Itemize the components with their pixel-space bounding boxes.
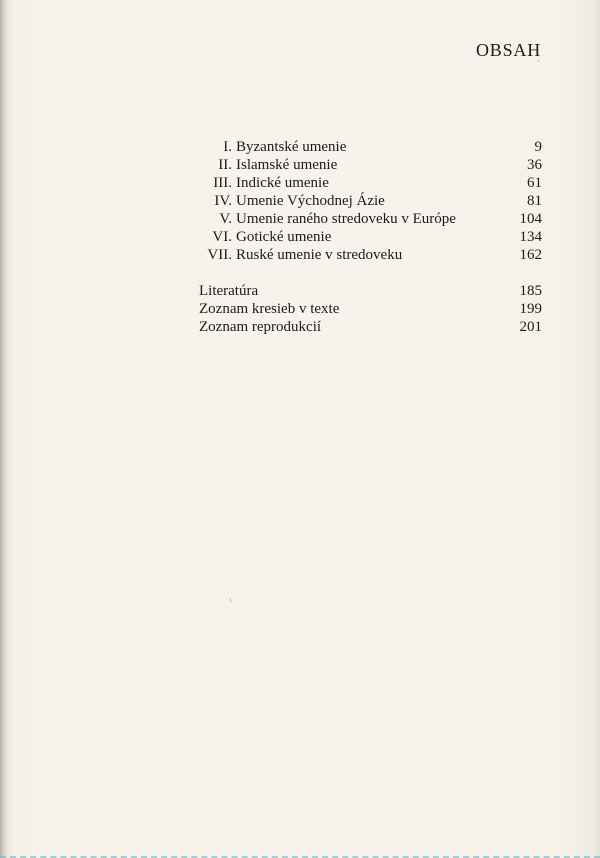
chapter-title: Indické umenie <box>236 175 329 191</box>
toc-entry <box>196 246 542 264</box>
page-number: 162 <box>519 247 542 263</box>
back-matter-title: Literatúra <box>199 283 259 299</box>
toc-entry <box>196 156 542 174</box>
chapter-title: Umenie raného stredoveku v Európe <box>236 211 456 227</box>
chapter-numeral: II. <box>218 157 232 173</box>
page-number: 185 <box>519 283 542 299</box>
page-number: 61 <box>527 175 542 191</box>
chapter-numeral: VII. <box>207 247 232 263</box>
toc-entry <box>196 174 542 192</box>
page-number: 104 <box>519 211 542 227</box>
paper-speck <box>538 60 539 62</box>
back-matter-title: Zoznam reprodukcií <box>199 319 322 335</box>
back-matter-title: Zoznam kresieb v texte <box>199 301 340 317</box>
chapter-numeral: IV. <box>214 193 232 209</box>
paper-speck <box>229 598 231 602</box>
toc-entry <box>196 228 542 246</box>
chapter-numeral: I. <box>223 139 232 155</box>
chapter-title: Ruské umenie v stredoveku <box>236 247 403 263</box>
toc-entry <box>196 300 542 318</box>
page-number: 81 <box>527 193 542 209</box>
page-number: 201 <box>519 319 542 335</box>
chapter-title: Gotické umenie <box>236 229 332 245</box>
toc-entry <box>196 318 542 336</box>
page-number: 36 <box>527 157 542 173</box>
page-number: 9 <box>534 139 542 155</box>
page-number: 199 <box>519 301 542 317</box>
toc-entry <box>196 192 542 210</box>
page-title: OBSAH <box>475 40 541 60</box>
chapter-title: Islamské umenie <box>236 157 338 173</box>
page-number: 134 <box>519 229 542 245</box>
toc-entry <box>196 210 542 228</box>
chapter-title: Byzantské umenie <box>236 139 347 155</box>
toc-entry <box>196 138 542 156</box>
toc-entry <box>196 282 542 300</box>
chapter-numeral: VI. <box>212 229 232 245</box>
table-of-contents <box>196 138 542 336</box>
chapter-title: Umenie Východnej Ázie <box>236 193 385 209</box>
chapter-numeral: III. <box>213 175 232 191</box>
section-spacer <box>196 264 542 282</box>
chapter-numeral: V. <box>219 211 232 227</box>
